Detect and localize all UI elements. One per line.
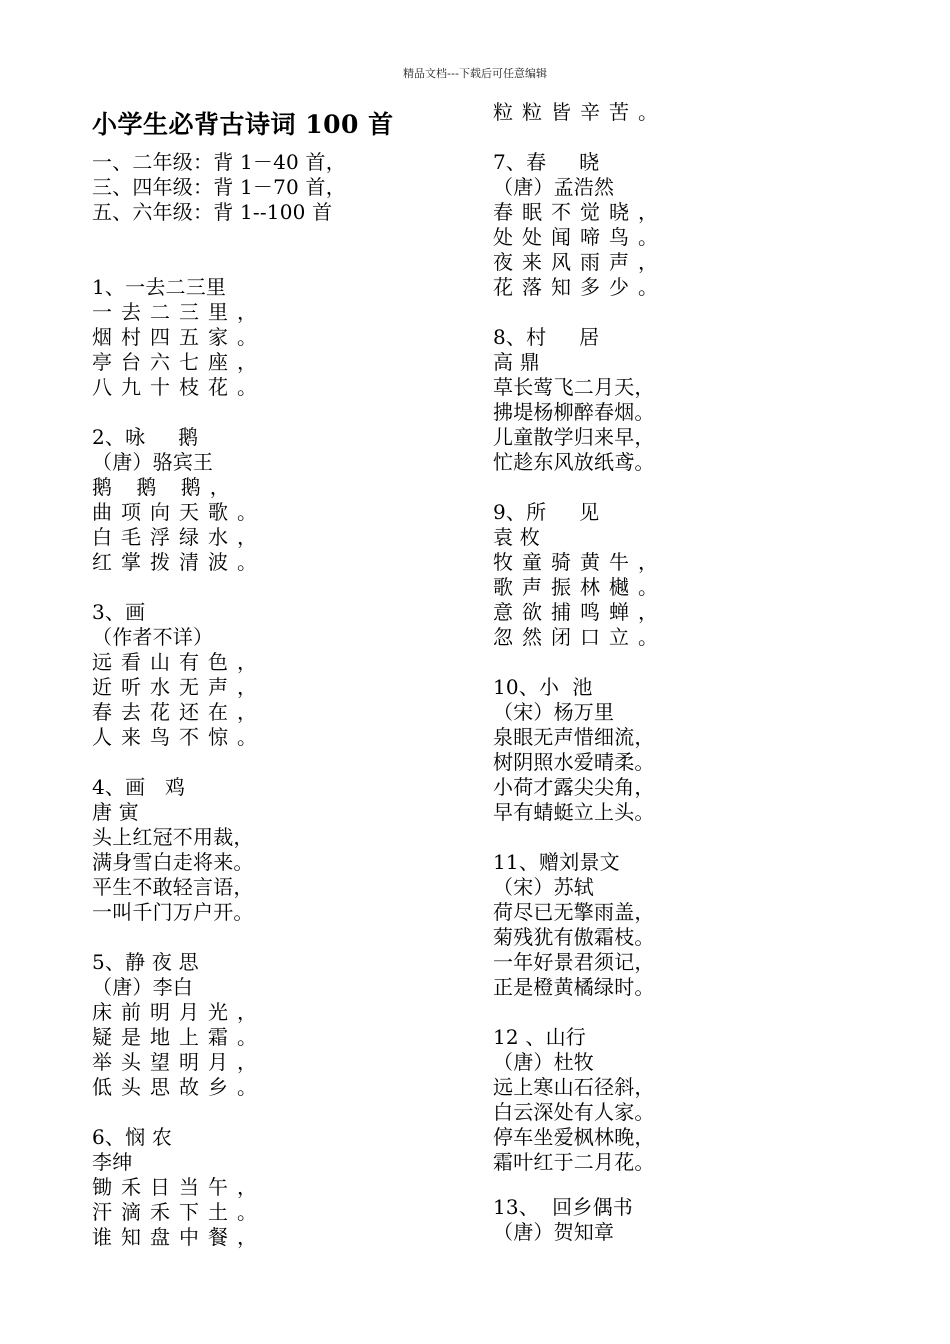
poem-line: 花落知多少。 <box>493 275 667 299</box>
poem-line: 意欲捕鸣蝉， <box>493 600 667 624</box>
poem-author: （唐）杜牧 <box>493 1050 594 1074</box>
poem-line: 一去二三里， <box>92 300 266 324</box>
poem-line: 早有蜻蜓立上头。 <box>493 800 655 824</box>
poem-line: 忽然闭口立。 <box>493 625 667 649</box>
poem-line: 菊残犹有傲霜枝。 <box>493 925 655 949</box>
poem-line: 曲项向天歌。 <box>92 500 266 524</box>
poem-author: （唐）骆宾王 <box>92 450 214 474</box>
poem-author: 唐 寅 <box>92 800 139 824</box>
intro-line-1: 一、二年级：背 1－40 首， <box>92 150 346 174</box>
poem-author: （唐）孟浩然 <box>493 175 615 199</box>
poem-line: 疑是地上霜。 <box>92 1025 266 1049</box>
poem-line: 亭台六七座， <box>92 350 266 374</box>
poem-line: 荷尽已无擎雨盖， <box>493 900 655 924</box>
poem-author: 李绅 <box>92 1150 133 1174</box>
poem-heading: 8、村 居 <box>493 325 600 349</box>
poem-heading: 5、静 夜 思 <box>92 950 199 974</box>
poem-line: 汗滴禾下土。 <box>92 1200 266 1224</box>
poem-line: 春眠不觉晓， <box>493 200 667 224</box>
poem-line: 拂堤杨柳醉春烟。 <box>493 400 655 424</box>
poem-line: 忙趁东风放纸鸢。 <box>493 450 655 474</box>
poem-line: 人来鸟不惊。 <box>92 725 266 749</box>
poem-line: 白毛浮绿水， <box>92 525 266 549</box>
poem-heading: 4、画 鸡 <box>92 775 186 799</box>
poem-line: 停车坐爱枫林晚， <box>493 1125 655 1149</box>
poem-heading: 13、 回乡偶书 <box>493 1195 633 1219</box>
intro-line-2: 三、四年级：背 1－70 首， <box>92 175 346 199</box>
poem-line: 歌声振林樾。 <box>493 575 667 599</box>
poem-author: 高 鼎 <box>493 350 540 374</box>
poem-line: 平生不敢轻言语， <box>92 875 254 899</box>
poem-line: 儿童散学归来早， <box>493 425 655 449</box>
poem-line: 满身雪白走将来。 <box>92 850 254 874</box>
poem-line: 红掌拨清波。 <box>92 550 266 574</box>
poem-line: 低头思故乡。 <box>92 1075 266 1099</box>
poem-line: 白云深处有人家。 <box>493 1100 655 1124</box>
poem-line: 鹅 鹅 鹅， <box>92 475 239 499</box>
poem-line: 锄禾日当午， <box>92 1175 266 1199</box>
poem-line: 正是橙黄橘绿时。 <box>493 975 655 999</box>
poem-line: 床前明月光， <box>92 1000 266 1024</box>
poem-line: 头上红冠不用裁， <box>92 825 254 849</box>
poem-author: （宋）苏轼 <box>493 875 594 899</box>
poem-line: 春去花还在， <box>92 700 266 724</box>
poem-line: 远上寒山石径斜， <box>493 1075 655 1099</box>
poem-line: 近听水无声， <box>92 675 266 699</box>
poem-author: （作者不详） <box>92 625 214 649</box>
poem-heading: 3、画 <box>92 600 146 624</box>
intro-line-3: 五、六年级：背 1--100 首 <box>92 200 333 224</box>
poem-heading: 10、小 池 <box>493 675 593 699</box>
poem-continuation-line: 粒粒皆辛苦。 <box>493 100 667 124</box>
poem-heading: 11、赠刘景文 <box>493 850 620 874</box>
poem-line: 谁知盘中餐， <box>92 1225 266 1249</box>
poem-heading: 7、春 晓 <box>493 150 600 174</box>
poem-line: 草长莺飞二月天， <box>493 375 655 399</box>
poem-author: 袁 枚 <box>493 525 540 549</box>
poem-heading: 9、所 见 <box>493 500 600 524</box>
poem-heading: 6、悯 农 <box>92 1125 173 1149</box>
poem-line: 霜叶红于二月花。 <box>493 1150 655 1174</box>
document-title: 小学生必背古诗词 100 首 <box>92 110 394 139</box>
poem-line: 牧童骑黄牛， <box>493 550 667 574</box>
poem-line: 小荷才露尖尖角， <box>493 775 655 799</box>
poem-line: 泉眼无声惜细流， <box>493 725 655 749</box>
poem-heading: 12 、山行 <box>493 1025 587 1049</box>
poem-line: 树阴照水爱晴柔。 <box>493 750 655 774</box>
poem-heading: 1、一去二三里 <box>92 275 227 299</box>
poem-author: （唐）李白 <box>92 975 193 999</box>
poem-line: 举头望明月， <box>92 1050 266 1074</box>
page-header-note: 精品文档---下载后可任意编辑 <box>403 67 547 80</box>
poem-author: （宋）杨万里 <box>493 700 615 724</box>
poem-line: 一年好景君须记， <box>493 950 655 974</box>
poem-author: （唐）贺知章 <box>493 1220 615 1244</box>
poem-line: 远看山有色， <box>92 650 266 674</box>
poem-line: 烟村四五家。 <box>92 325 266 349</box>
poem-line: 夜来风雨声， <box>493 250 667 274</box>
poem-line: 一叫千门万户开。 <box>92 900 254 924</box>
poem-line: 处处闻啼鸟。 <box>493 225 667 249</box>
poem-heading: 2、咏 鹅 <box>92 425 199 449</box>
poem-line: 八九十枝花。 <box>92 375 266 399</box>
